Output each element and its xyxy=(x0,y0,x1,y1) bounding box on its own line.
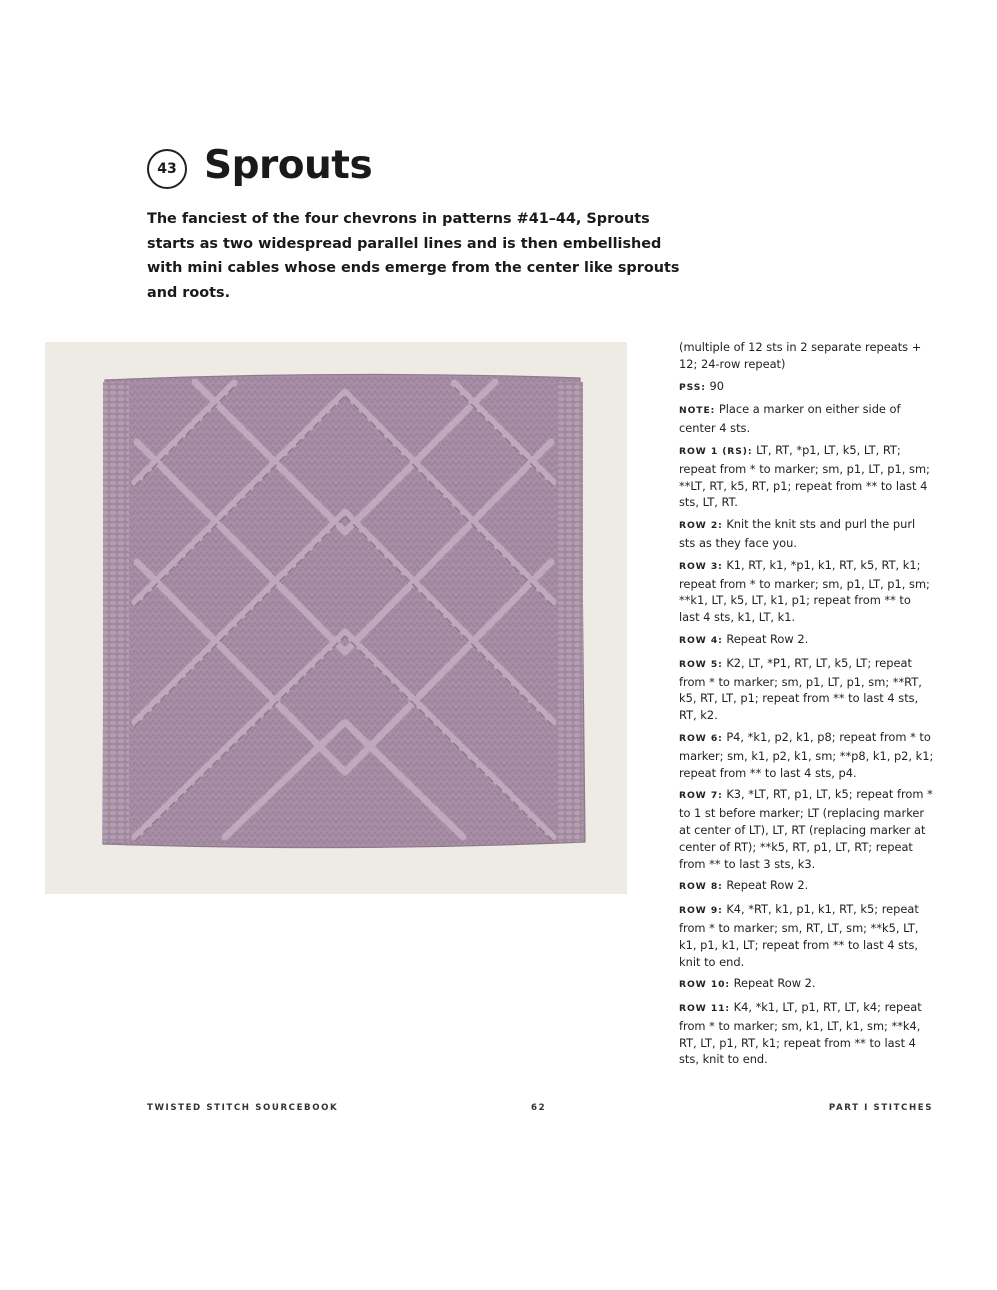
row-4 xyxy=(679,631,934,650)
row-label: ROW 4: xyxy=(679,634,723,646)
knitted-swatch-image xyxy=(45,342,627,894)
row-6 xyxy=(679,729,934,781)
row-label: ROW 1 (RS): xyxy=(679,445,753,457)
pattern-number-badge xyxy=(147,149,187,189)
row-text: K4, *RT, k1, p1, k1, RT, k5; repeat from * to marker; sm, RT, LT, sm; **k5, LT, k1, p1, k1, LT; repeat from ** to last 4 sts, knit to end. xyxy=(679,902,919,969)
row-text: K1, RT, k1, *p1, k1, RT, k5, RT, k1; repeat from * to marker; sm, p1, LT, p1, sm; **k1, LT, k5, LT, k1, p1; repeat from ** to last 4 sts, k1, LT, k1. xyxy=(679,557,930,625)
row-text: Knit the knit sts and purl the purl sts as they face you. xyxy=(679,517,916,550)
row-label: ROW 8: xyxy=(679,881,723,893)
pss-label: PSS: xyxy=(679,381,706,393)
row-text: K3, *LT, RT, p1, LT, k5; repeat from * to 1 st before marker; LT (replacing marker at center of LT), LT, RT (replacing marker at center of RT); **k5, RT, p1, LT, RT; repeat from ** to last 3 sts, k3. xyxy=(679,787,933,871)
row-8 xyxy=(679,877,934,896)
row-label: ROW 3: xyxy=(679,560,723,572)
note-text: Place a marker on either side of center 4 sts. xyxy=(679,402,901,436)
footer-section: PART I STITCHES xyxy=(828,1103,933,1113)
note-label: NOTE: xyxy=(679,405,716,417)
row-label: ROW 9: xyxy=(679,905,723,917)
row-1 xyxy=(679,442,934,511)
right-garter-edge xyxy=(557,382,583,842)
row-7 xyxy=(679,786,934,872)
multiple-note: (multiple of 12 sts in 2 separate repeats + 12; 24-row repeat) xyxy=(679,340,922,371)
pss-line xyxy=(679,378,934,397)
row-label: ROW 11: xyxy=(679,1003,730,1015)
page-title: Sprouts xyxy=(204,143,373,188)
row-text: K4, *k1, LT, p1, RT, LT, k4; repeat from * to marker; sm, k1, LT, k1, sm; **k4, RT, LT, p1, RT, k1; repeat from ** to last 4 sts, knit to end. xyxy=(679,1000,922,1067)
row-10 xyxy=(679,975,934,994)
row-3 xyxy=(679,557,934,626)
row-9 xyxy=(679,901,934,970)
pattern-intro: The fanciest of the four chevrons in patterns #41–44, Sprouts starts as two widespread parallel lines and is then embellished with mini cables whose ends emerge from the center like sprouts and roots. xyxy=(147,211,680,301)
note-line xyxy=(679,401,934,437)
left-garter-edge xyxy=(103,382,129,842)
pss-value: 90 xyxy=(709,378,724,393)
pattern-number: 43 xyxy=(157,161,177,177)
row-label: ROW 2: xyxy=(679,520,723,532)
row-label: ROW 6: xyxy=(679,732,723,744)
row-label: ROW 5: xyxy=(679,658,723,670)
swatch-photo xyxy=(45,342,627,894)
row-5 xyxy=(679,655,934,724)
row-text: P4, *k1, p2, k1, p8; repeat from * to marker; sm, k1, p2, k1, sm; **p8, k1, p2, k1; repeat from ** to last 4 sts, p4. xyxy=(679,729,934,780)
row-label: ROW 10: xyxy=(679,979,730,991)
row-text: Repeat Row 2. xyxy=(726,631,809,646)
footer-book-title: TWISTED STITCH SOURCEBOOK xyxy=(147,1103,339,1113)
row-2 xyxy=(679,516,934,552)
row-11 xyxy=(679,999,934,1068)
row-text: Repeat Row 2. xyxy=(726,878,809,893)
row-label: ROW 7: xyxy=(679,790,723,802)
row-text: LT, RT, *p1, LT, k5, LT, RT; repeat from * to marker; sm, p1, LT, p1, sm; **LT, RT, k5, RT, p1; repeat from ** to last 4 sts, LT, RT. xyxy=(679,442,930,510)
row-text: Repeat Row 2. xyxy=(733,976,816,991)
footer-page-number: 62 xyxy=(531,1103,547,1113)
pattern-instructions xyxy=(679,339,934,1073)
row-text: K2, LT, *P1, RT, LT, k5, LT; repeat from * to marker; sm, p1, LT, p1, sm; **RT, k5, RT, LT, p1; repeat from ** to last 4 sts, RT, k2. xyxy=(679,655,922,723)
